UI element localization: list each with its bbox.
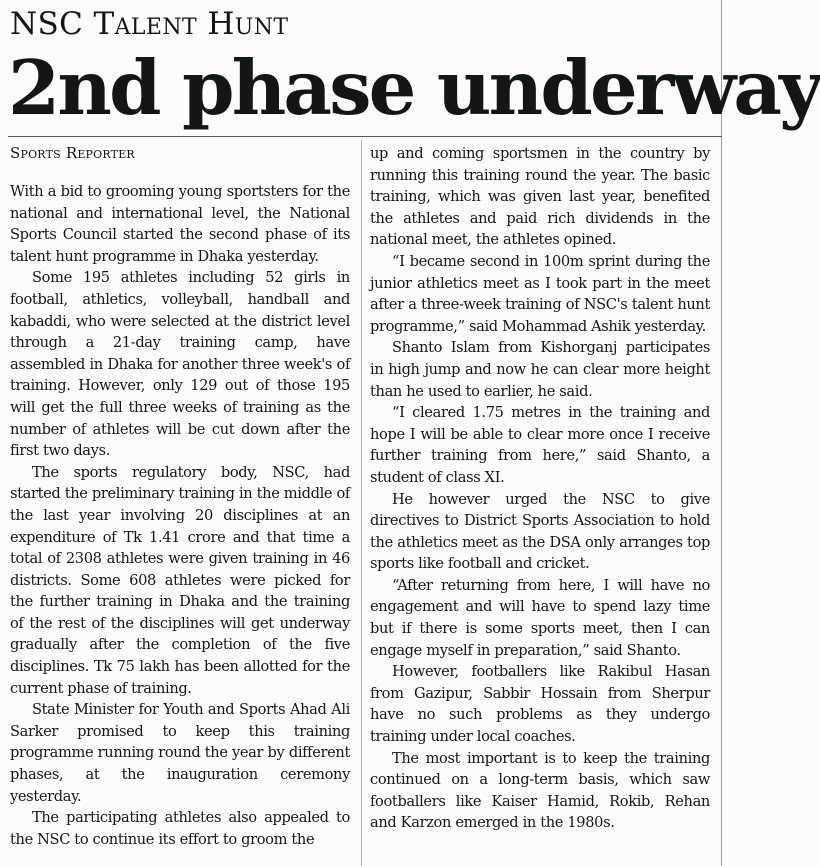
headline-rule bbox=[8, 136, 722, 137]
paragraph: With a bid to grooming young sportsters for the national and international level, the National Sports Council started the second phase of its talent hunt programme in Dhaka yesterday. bbox=[10, 183, 350, 265]
paragraph: The participating athletes also appealed to the NSC to continue its effort to groom the bbox=[10, 809, 350, 848]
paragraph: The sports regulatory body, NSC, had started the preliminary training in the middle of the last year involving 20 disciplines at an expenditure of Tk 1.41 crore and that time a total of 2308 athletes were given training in 46 districts. Some 608 athletes were picked for the further training in Dhaka and the training of the rest of the disciplines will get underway gradually after the completion of the five disciplines. Tk 75 lakh has been allotted for the current phase of training. bbox=[10, 463, 350, 697]
paragraph: “I became second in 100m sprint during the junior athletics meet as I took part in the meet after a three-week training of NSC's talent hunt programme,” said Mohammad Ashik yesterday. bbox=[370, 252, 710, 335]
kicker: NSC Talent Hunt bbox=[10, 6, 289, 42]
column-divider bbox=[361, 140, 362, 866]
paragraph: “After returning from here, I will have no engagement and will have to spend lazy time but if there is some sports meet, then I can engage myself in preparation,” said Shanto. bbox=[370, 576, 710, 659]
article-column-right bbox=[370, 143, 710, 834]
byline: Sports Reporter bbox=[10, 144, 135, 162]
paragraph: up and coming sportsmen in the country by running this training round the year. The basic training, which was given last year, benefited the athletes and paid rich dividends in the national meet, the athletes opined. bbox=[370, 145, 710, 249]
paragraph: Some 195 athletes including 52 girls in football, athletics, volleyball, handball and kabaddi, who were selected at the district level through a 21-day training camp, have assembled in Dhaka for another three week's of training. However, only 129 out of those 195 will get the full three weeks of training as the number of athletes will be cut down after the first two days. bbox=[10, 269, 350, 460]
paragraph: Shanto Islam from Kishorganj participates in high jump and now he can clear more height than he used to earlier, he said. bbox=[370, 339, 710, 400]
paragraph: State Minister for Youth and Sports Ahad Ali Sarker promised to keep this training programme running round the year by different phases, at the inauguration ceremony yesterday. bbox=[10, 701, 350, 805]
paragraph: The most important is to keep the training continued on a long-term basis, which saw footballers like Kaiser Hamid, Rokib, Rehan and Karzon emerged in the 1980s. bbox=[370, 749, 710, 832]
paragraph: However, footballers like Rakibul Hasan from Gazipur, Sabbir Hossain from Sherpur have no such problems as they undergo training under local coaches. bbox=[370, 663, 710, 746]
headline: 2nd phase underway bbox=[8, 44, 820, 132]
article-column-left bbox=[10, 143, 350, 850]
paragraph: “I cleared 1.75 metres in the training and hope I will be able to clear more once I receive further training from here,” said Shanto, a student of class XI. bbox=[370, 404, 710, 486]
paragraph: He however urged the NSC to give directives to District Sports Association to hold the athletics meet as the DSA only arranges top sports like football and cricket. bbox=[370, 490, 710, 573]
